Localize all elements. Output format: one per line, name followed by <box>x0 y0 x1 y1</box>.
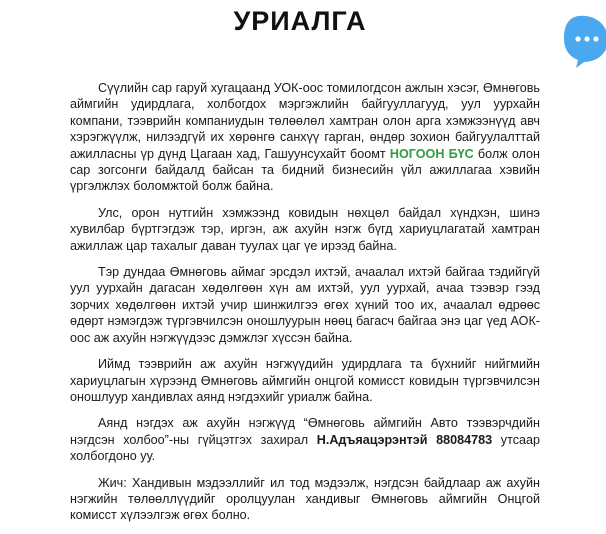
document-title: УРИАЛГА <box>233 6 367 36</box>
document-body <box>70 80 540 534</box>
contact-person: Н.Адъяацэрэнтэй 88084783 <box>316 432 493 447</box>
green-zone-highlight: НОГООН БҮС <box>389 146 474 161</box>
chat-bubble-icon <box>558 10 606 70</box>
paragraph-appeal: Иймд тээврийн аж ахуйн нэгжүүдийн удирдлага та бүхнийг нийгмийн хариуцлагын хүрээнд Өмнөговь аймгийн онцгой комисст ковидын түргэвчилсэн оношлуур хандивлах аянд нэгдэхийг уриалж байна. <box>70 357 540 404</box>
paragraph-request: Тэр дундаа Өмнөговь аймаг эрсдэл ихтэй, ачаалал ихтэй байгаа тэдийгүй уул уурхайн дагасан хөдөлгөөн хүн ам ихтэй, уул уурхай, ачаа тээвэр гээд зорчих хөдөлгөөн ихтэй учир шинжилгээ өгөх хүний тоо их, ачаалал өдрөөс өдөрт нэмэгдэж түргэвчилсэн оношлуурын нөөц багасч байгаа энэ цаг үед АОК-оос аж ахуйн нэгжүүдээс дэмжлэг хүссэн байна. <box>70 265 540 345</box>
paragraph-note: Жич: Хандивын мэдээллийг ил тод мэдээлж, нэгдсэн байдлаар аж ахуйн нэгжийн төлөөллүүдийг оролцуулан хандивыг Өмнөговь аймгийн Онцгой комисст хүлээлгэж өгөх болно. <box>70 475 540 523</box>
paragraph-situation: Улс, орон нутгийн хэмжээнд ковидын нөхцөл байдал хүндхэн, шинэ хувилбар бүртгэгдэж тэр, иргэн, аж ахуйн нэгж бүгд хариуцлагатай хамтран ажиллаж цар тахалыг даван туулах цаг үе ирээд байна. <box>70 205 540 253</box>
paragraph-contact: Аянд нэгдэх аж ахуйн нэгжүүд “Өмнөговь аймгийн Авто тээвэрчдийн нэгдсэн холбоо”-ны гүйцэтгэх захирал Н.Адъяацэрэнтэй 88084783 утсаар холбогдоно уу. <box>70 416 541 464</box>
paragraph-intro: Сүүлийн сар гаруй хугацаанд УОК-оос томилогдсон ажлын хэсэг, Өмнөговь аймгийн удирдлага, холбогдох мэргэжлийн байгууллагууд, уул уурхайн компани, тээврийн компаниудын төлөөлөл хамтран олон арга хэмжээнүүд авч хэрэгжүүлж, нилээдгүй их хөрөнгө санхүү гарган, өндөр зохион байгуулалттай ажилласны үр дүнд Цагаан хад, Гашуунсухайт боомт НОГООН БҮС болж олон сар зогсонги байдалд байсан та бидний бизнесийн үйл ажиллагаа хэвийн үргэлжлэх боломжтой болж байна. <box>70 81 541 194</box>
